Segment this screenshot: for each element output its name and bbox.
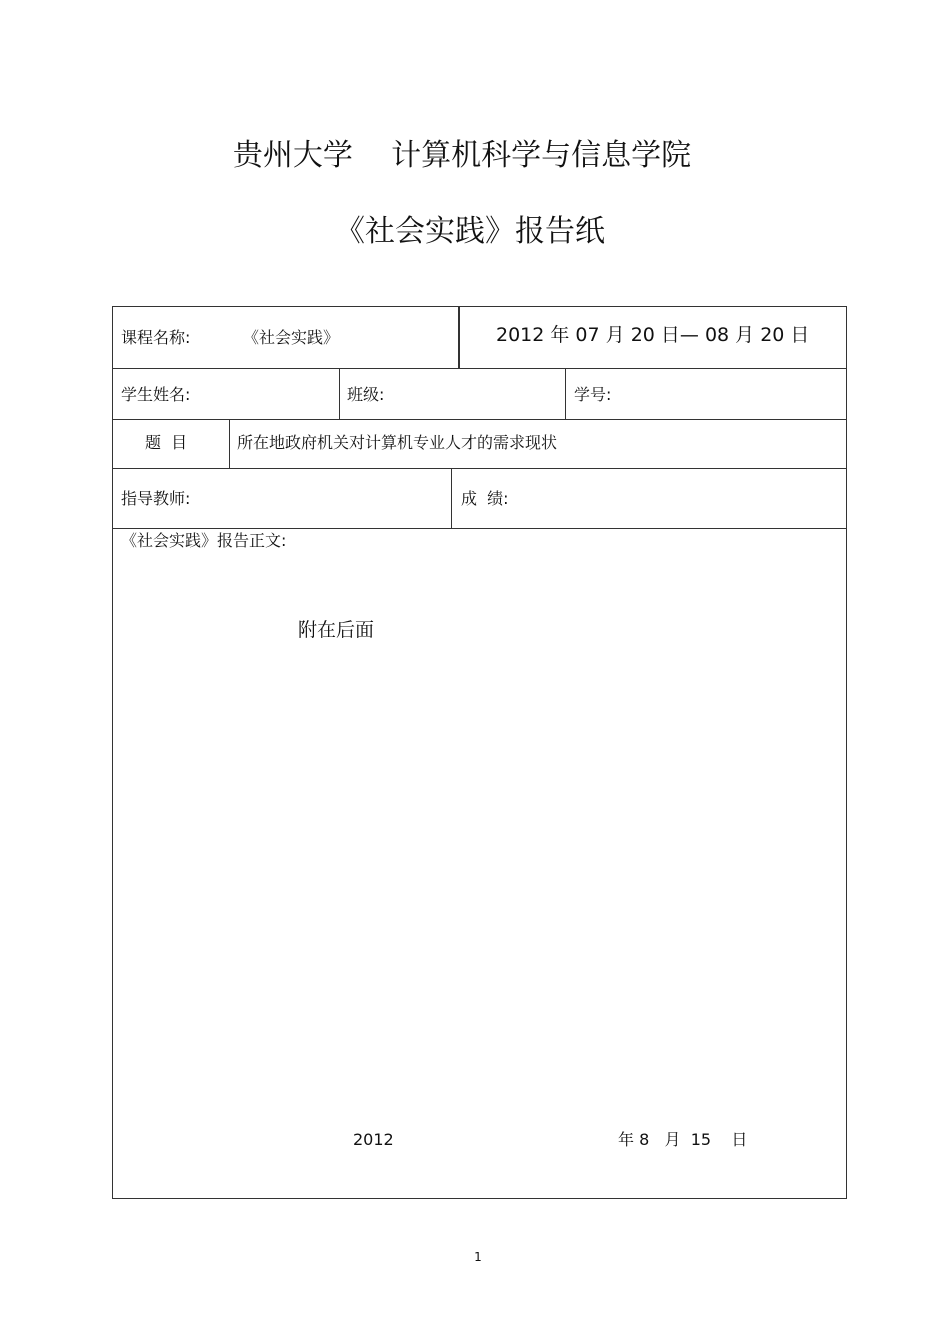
row-divider [113,468,846,469]
advisor-label: 指导教师: [121,489,191,508]
signature-year: 2012 [353,1130,394,1149]
date-range: 2012 年 07 月 20 日— 08 月 20 日 [496,324,810,346]
student-id-label: 学号: [574,385,612,404]
course-value: 《社会实践》 [243,328,340,347]
column-divider [458,307,460,368]
column-divider [451,468,452,528]
course-label: 课程名称: [121,328,191,347]
report-form-table [112,306,847,1199]
row-divider [113,419,846,420]
row-divider [113,528,846,529]
page-number: 1 [474,1250,482,1264]
topic-value: 所在地政府机关对计算机专业人才的需求现状 [237,433,558,452]
student-name-label: 学生姓名: [121,385,191,404]
report-body-text: 附在后面 [298,619,375,641]
class-label: 班级: [347,385,385,404]
grade-label: 成 绩: [461,489,509,508]
page-title-report: 《社会实践》报告纸 [335,214,605,249]
topic-label: 题 目 [145,433,188,452]
report-body-label: 《社会实践》报告正文: [121,531,287,550]
column-divider [339,368,340,419]
page-title-university: 贵州大学 计算机科学与信息学院 [232,138,692,173]
row-divider [113,368,846,369]
column-divider [565,368,566,419]
column-divider [229,419,230,468]
signature-date: 年 8 月 15 日 [618,1130,748,1149]
